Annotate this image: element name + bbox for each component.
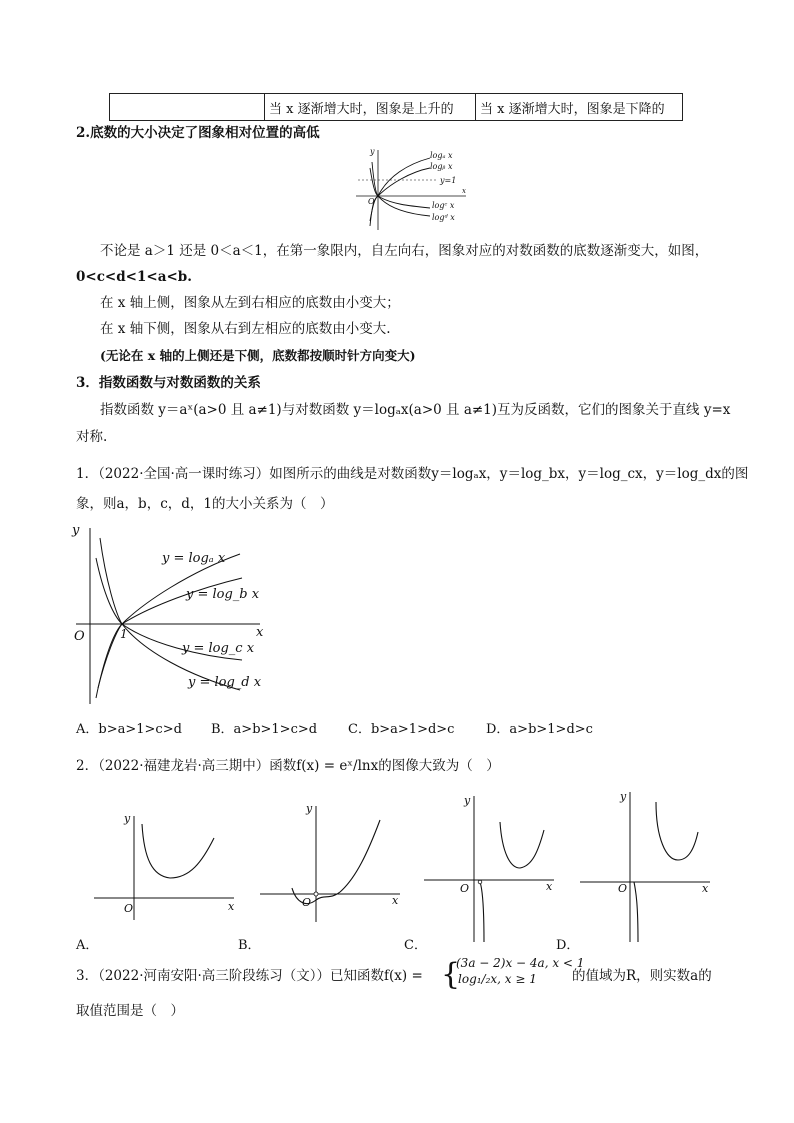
section3-title: 3．指数函数与对数函数的关系 [76,375,261,391]
curve-a [370,158,430,226]
curve [292,820,380,904]
section2-line2: 在 x 轴下侧，图象从右到左相应的底数由小变大. [100,321,391,337]
svg-text:x: x [228,900,235,913]
section3-para-end: 对称. [76,429,108,445]
section2-para1: 不论是 a＞1 还是 0＜a＜1，在第一象限内，自左向右，图象对应的对数函数的底数逐渐变大，如图， [100,243,709,259]
q1-option-a[interactable]: A．b>a>1>c>d [76,722,182,737]
q3-stem-line2: 取值范围是（ ） [76,1003,184,1019]
curve-right [500,822,544,868]
label-y: y [72,523,80,538]
q1-stem-line2: 象，则a，b，c，d，1的大小关系为（ ） [76,496,334,512]
q3-stem-line1: 3．（2022·河南安阳·高三阶段练习（文））已知函数f(x) = [76,968,423,984]
q2-graph-d [576,788,716,944]
curve-left [480,882,484,942]
section2-para1b: 0<c<d<1<a<b. [76,269,192,285]
property-table [109,93,683,121]
q1-stem-line1: 1．（2022·全国·高一课时练习）如图所示的曲线是对数函数y＝logₐx，y＝log_bx，y＝log_cx，y＝log_dx的图 [76,466,749,482]
svg-text:y: y [306,802,313,815]
q2-option-c[interactable]: C． [404,938,427,953]
q2-graph-c [420,792,560,944]
q3-piece2: log₁/₂x, x ≥ 1 [458,972,537,986]
q3-stem-line1b: 的值域为R，则实数a的 [572,968,712,984]
label-o: O [368,197,375,206]
q2-option-a[interactable]: A． [76,938,99,953]
label-lc: logᶜ x [432,201,455,210]
q1-log-graph [70,518,270,708]
section3-para: 指数函数 y＝aˣ(a>0 且 a≠1)与对数函数 y＝logₐx(a>0 且 a≠1)互为反函数，它们的图象关于直线 y=x [100,402,731,418]
label-lb: y = log_b x [186,587,260,602]
label-la: logₐ x [430,151,453,160]
svg-text:x: x [702,882,709,895]
svg-text:x: x [546,880,553,893]
q3-brace: { [441,957,461,992]
label-la: y = logₐ x [162,551,226,566]
label-lb: logᵦ x [430,162,453,171]
q2-option-b[interactable]: B． [238,938,261,953]
curve-c [370,168,430,208]
section2-note: (无论在 x 轴的上侧还是下侧，底数都按顺时针方向变大) [100,348,416,363]
label-ld: y = log_d x [188,675,262,690]
section2-line1: 在 x 轴上侧，图象从左到右相应的底数由小变大； [100,295,400,311]
svg-text:O: O [460,882,470,895]
q1-option-b[interactable]: B．a>b>1>c>d [211,722,318,737]
q2-graph-b [256,802,406,926]
svg-text:y: y [620,790,627,803]
curve-right [656,802,698,860]
svg-text:y: y [464,794,471,807]
label-ld: logᵈ x [432,213,455,222]
label-one: 1 [120,627,128,641]
small-log-graph [348,146,472,232]
label-x: x [462,187,466,195]
label-y: y [370,147,375,156]
label-x: x [256,625,264,640]
q1-option-c[interactable]: C．b>a>1>d>c [348,722,455,737]
table-cell-rising: 当 x 逐渐增大时，图象是上升的 [265,94,476,121]
label-o: O [74,629,85,644]
svg-text:O: O [618,882,628,895]
curve-left [634,882,638,942]
svg-text:y: y [124,812,131,825]
curve [142,824,214,878]
table-cell-empty [110,94,265,121]
curve-b [370,168,430,221]
q2-stem: 2．（2022·福建龙岩·高三期中）函数f(x) = eˣ/lnx的图像大致为（ ） [76,758,500,774]
table-cell-falling: 当 x 逐渐增大时，图象是下降的 [476,94,683,121]
q1-option-d[interactable]: D．a>b>1>d>c [486,722,593,737]
svg-text:x: x [392,894,399,907]
q2-graph-a [90,808,240,924]
section2-title: 2.底数的大小决定了图象相对位置的高低 [76,125,320,141]
svg-text:O: O [124,902,134,915]
svg-text:O: O [302,896,312,909]
label-lc: y = log_c x [182,641,255,656]
q3-piece1: (3a − 2)x − 4a, x < 1 [456,956,585,970]
label-y1: y=1 [440,176,457,185]
q2-option-d[interactable]: D． [556,938,580,953]
